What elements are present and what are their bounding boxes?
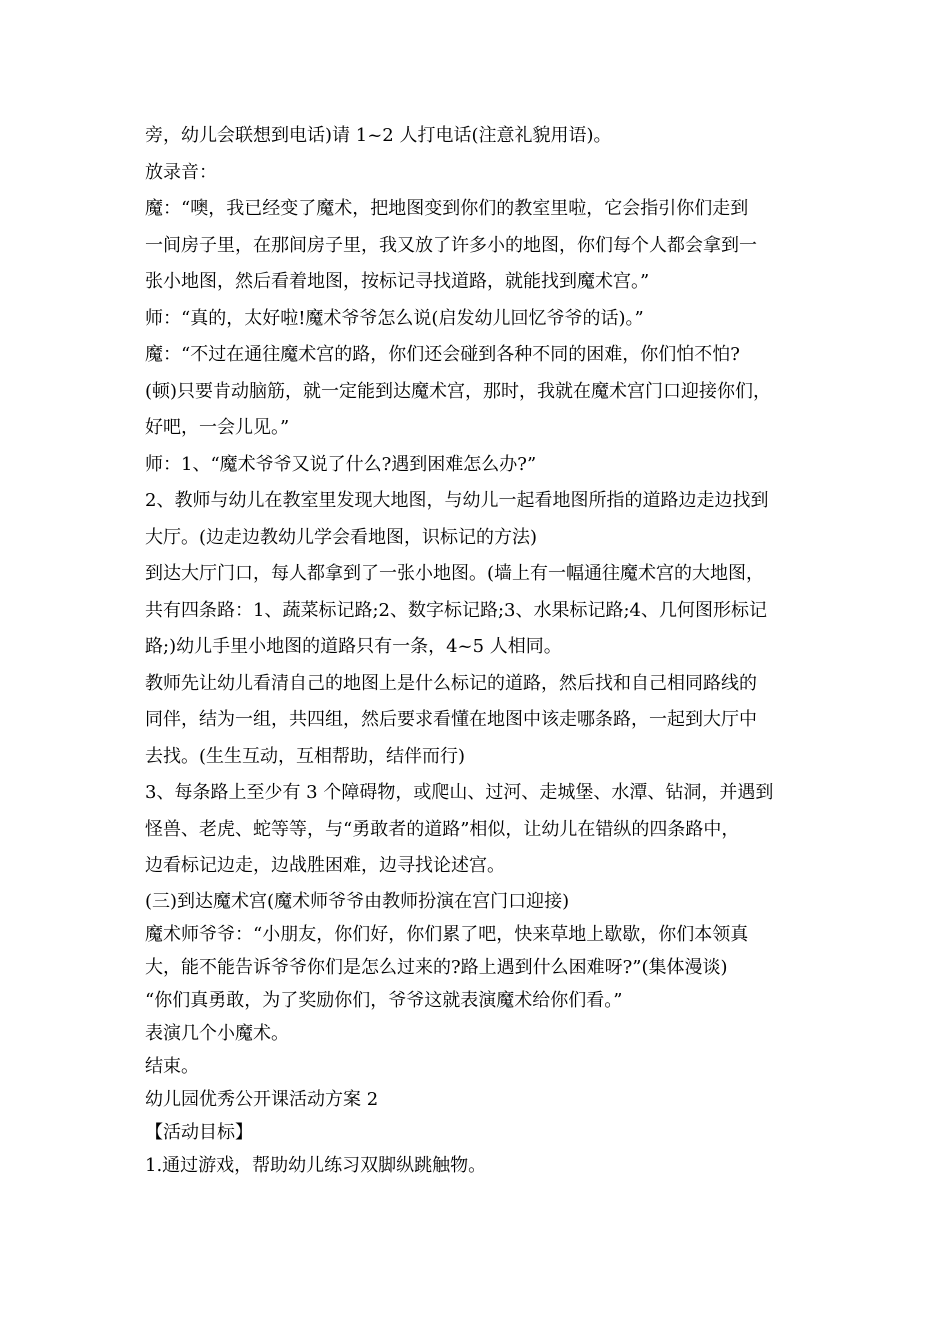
- text-line: 路;)幼儿手里小地图的道路只有一条，4~5 人相同。: [145, 636, 562, 657]
- text-line: 教师先让幼儿看清自己的地图上是什么标记的道路，然后找和自己相同路线的: [145, 672, 757, 694]
- text-line: (三)到达魔术宫(魔术师爷爷由教师扮演在宫门口迎接): [145, 890, 570, 912]
- text-line: 魔术师爷爷：“小朋友，你们好，你们累了吧，快来草地上歇歇，你们本领真: [145, 923, 749, 945]
- document-body: [145, 118, 825, 1182]
- text-line: 大厅。(边走边教幼儿学会看地图，识标记的方法): [145, 526, 538, 548]
- text-line: 师：“真的，太好啦!魔术爷爷怎么说(启发幼儿回忆爷爷的话)。”: [145, 307, 644, 329]
- text-line: 师：1、“魔术爷爷又说了什么?遇到困难怎么办?”: [145, 453, 537, 475]
- text-line: 边看标记边走，边战胜困难，边寻找论述宫。: [145, 855, 505, 876]
- text-line: 到达大厅门口，每人都拿到了一张小地图。(墙上有一幅通往魔术宫的大地图，: [145, 563, 765, 584]
- text-line: 一间房子里，在那间房子里，我又放了许多小的地图，你们每个人都会拿到一: [145, 234, 757, 256]
- text-line: 2、教师与幼儿在教室里发现大地图，与幼儿一起看地图所指的道路边走边找到: [145, 490, 769, 511]
- text-line: 怪兽、老虎、蛇等等，与“勇敢者的道路”相似，让幼儿在错纵的四条路中，: [145, 818, 740, 840]
- text-line: 结束。: [145, 1055, 199, 1077]
- text-line: (顿)只要肯动脑筋，就一定能到达魔术宫，那时，我就在魔术宫门口迎接你们，: [145, 380, 772, 402]
- text-line: 大，能不能告诉爷爷你们是怎么过来的?路上遇到什么困难呀?”(集体漫谈): [145, 956, 728, 978]
- text-line: 放录音：: [145, 161, 217, 183]
- text-line: 好吧，一会儿见。”: [145, 417, 290, 438]
- text-line: 1.通过游戏，帮助幼儿练习双脚纵跳触物。: [145, 1154, 487, 1176]
- section-heading: 【活动目标】: [145, 1121, 253, 1143]
- text-line: 魔：“噢，我已经变了魔术，把地图变到你们的教室里啦，它会指引你们走到: [145, 198, 749, 219]
- text-line: “你们真勇敢，为了奖励你们，爷爷这就表演魔术给你们看。”: [145, 989, 623, 1011]
- text-line: 同伴，结为一组，共四组，然后要求看懂在地图中该走哪条路，一起到大厅中: [145, 709, 757, 730]
- text-line: 去找。(生生互动，互相帮助，结伴而行): [145, 745, 466, 767]
- text-line: 张小地图，然后看着地图，按标记寻找道路，就能找到魔术宫。”: [145, 271, 650, 292]
- text-line: 魔：“不过在通往魔术宫的路，你们还会碰到各种不同的困难，你们怕不怕?: [145, 344, 740, 365]
- text-line: 共有四条路：1、蔬菜标记路;2、数字标记路;3、水果标记路;4、几何图形标记: [145, 599, 767, 621]
- section-heading: 幼儿园优秀公开课活动方案 2: [145, 1088, 379, 1110]
- text-line: 3、每条路上至少有 3 个障碍物，或爬山、过河、走城堡、水潭、钻洞，并遇到: [145, 782, 774, 803]
- text-line: 旁，幼儿会联想到电话)请 1~2 人打电话(注意礼貌用语)。: [145, 125, 612, 146]
- text-line: 表演几个小魔术。: [145, 1022, 289, 1044]
